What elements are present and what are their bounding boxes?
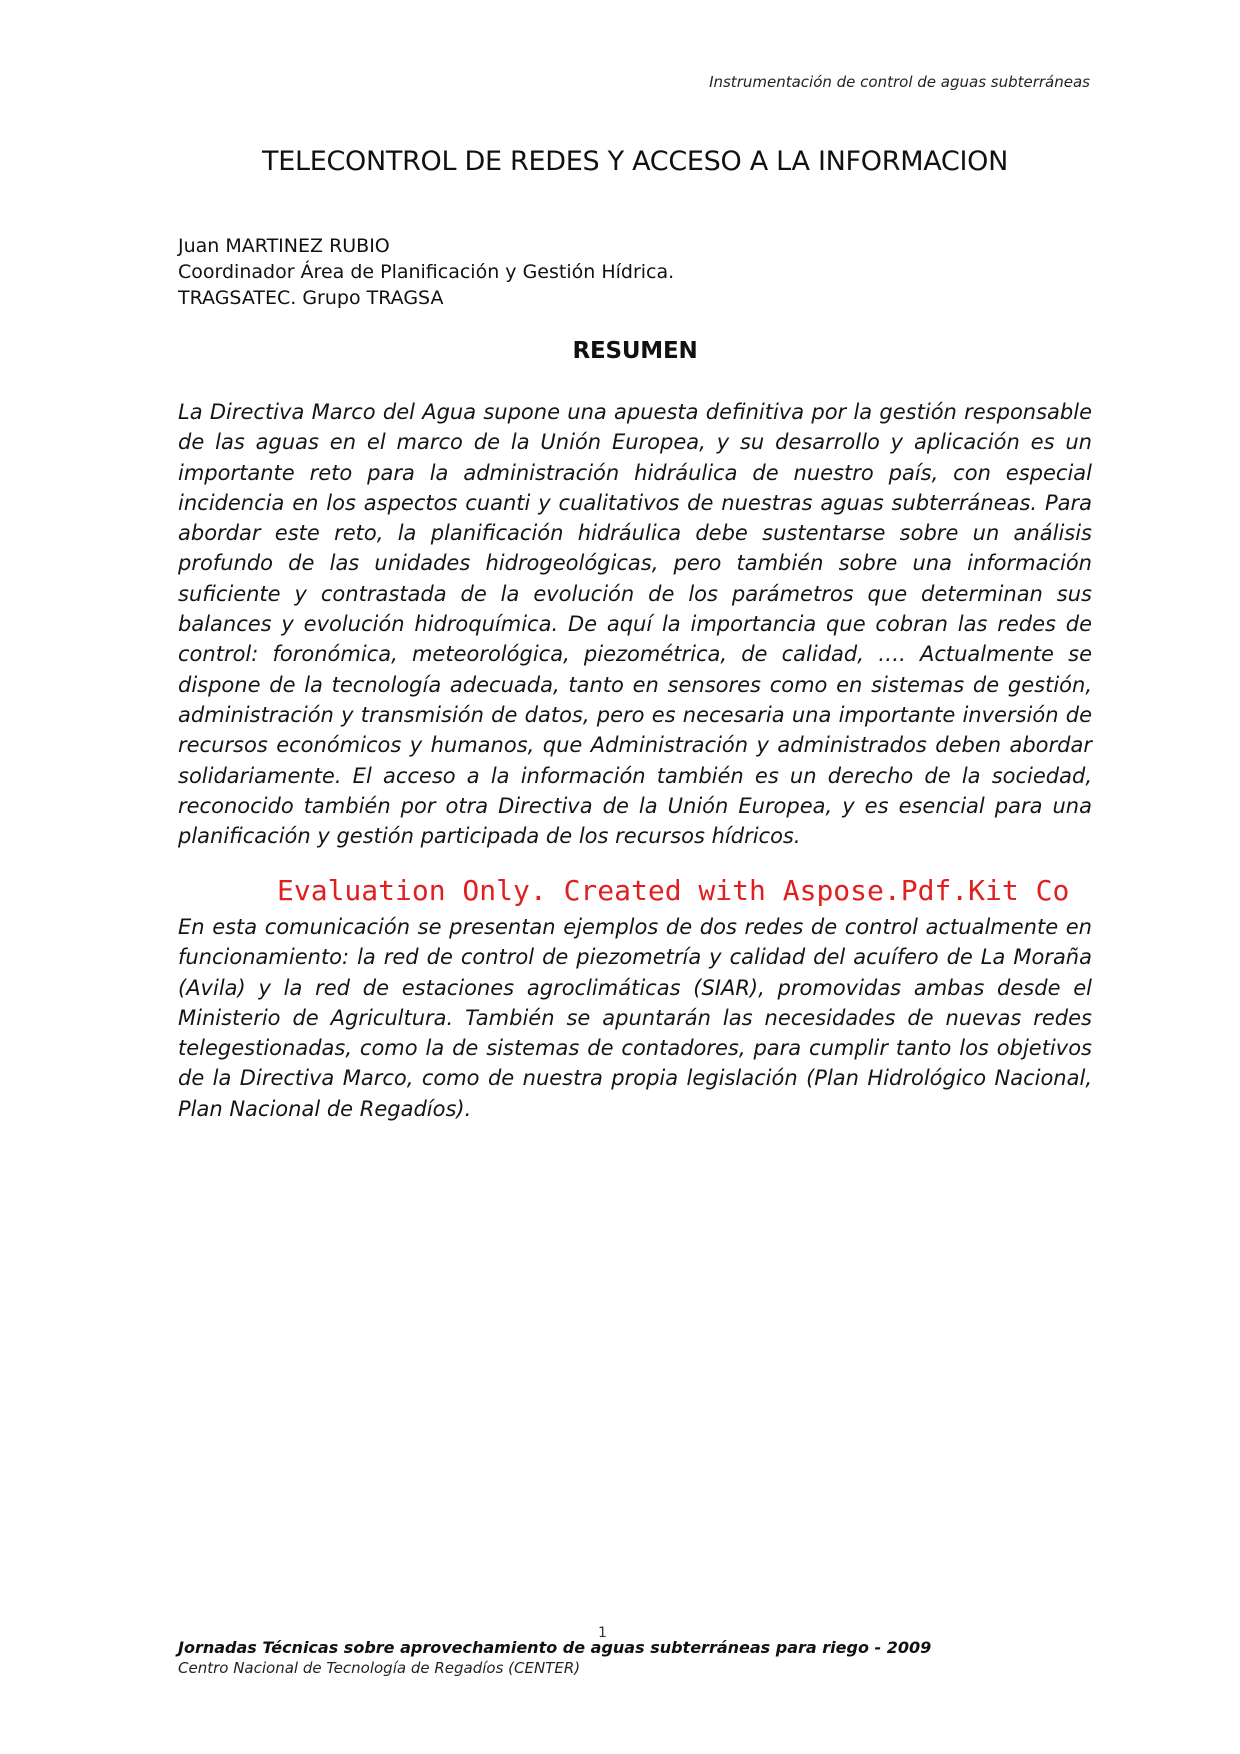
running-header: Instrumentación de control de aguas subterráneas xyxy=(709,73,1090,91)
author-name: Juan MARTINEZ RUBIO xyxy=(178,235,390,257)
footer-center: Centro Nacional de Tecnología de Regadíos (CENTER) xyxy=(178,1659,581,1677)
abstract-paragraph-2: En esta comunicación se presentan ejemplos de dos redes de control actualmente en funcionamiento: la red de control de piezometría y calidad del acuífero de La Moraña (Avila) y la red de estaciones agroclimáticas (SIAR), promovidas ambas desde el Ministerio de Agricultura. También se apuntarán las necesidades de nuevas redes telegestionadas, como la de sistemas de contadores, para cumplir tanto los objetivos de la Directiva Marco, como de nuestra propia legislación (Plan Hidrológico Nacional, Plan Nacional de Regadíos). xyxy=(178,915,1092,1121)
evaluation-watermark: Evaluation Only. Created with Aspose.Pdf.Kit Co xyxy=(277,874,1070,907)
document-title: TELECONTROL DE REDES Y ACCESO A LA INFORMACION xyxy=(262,146,1008,177)
page-number: 1 xyxy=(598,1625,607,1641)
footer-event: Jornadas Técnicas sobre aprovechamiento de aguas subterráneas para riego - 2009 xyxy=(178,1638,932,1657)
abstract-heading: RESUMEN xyxy=(572,338,698,364)
author-block xyxy=(178,233,674,311)
author-position: Coordinador Área de Planificación y Gestión Hídrica. xyxy=(178,261,675,283)
author-organization: TRAGSATEC. Grupo TRAGSA xyxy=(178,287,444,309)
abstract-paragraph-1: La Directiva Marco del Agua supone una apuesta definitiva por la gestión responsable de las aguas en el marco de la Unión Europea, y su desarrollo y aplicación es un importante reto para la administración hidráulica de nuestro país, con especial incidencia en los aspectos cuanti y cualitativos de nuestras aguas subterráneas. Para abordar este reto, la planificación hidráulica debe sustentarse sobre un análisis profundo de las unidades hidrogeológicas, pero también sobre una información suficiente y contrastada de la evolución de los parámetros que determinan sus balances y evolución hidroquímica. De aquí la importancia que cobran las redes de control: foronómica, meteorológica, piezométrica, de calidad, …. Actualmente se dispone de la tecnología adecuada, tanto en sensores como en sistemas de gestión, administración y transmisión de datos, pero es necesaria una importante inversión de recursos económicos y humanos, que Administración y administrados deben abordar solidariamente. El acceso a la información también es un derecho de la sociedad, reconocido también por otra Directiva de la Unión Europea, y es esencial para una planificación y gestión participada de los recursos hídricos. xyxy=(178,400,1092,849)
